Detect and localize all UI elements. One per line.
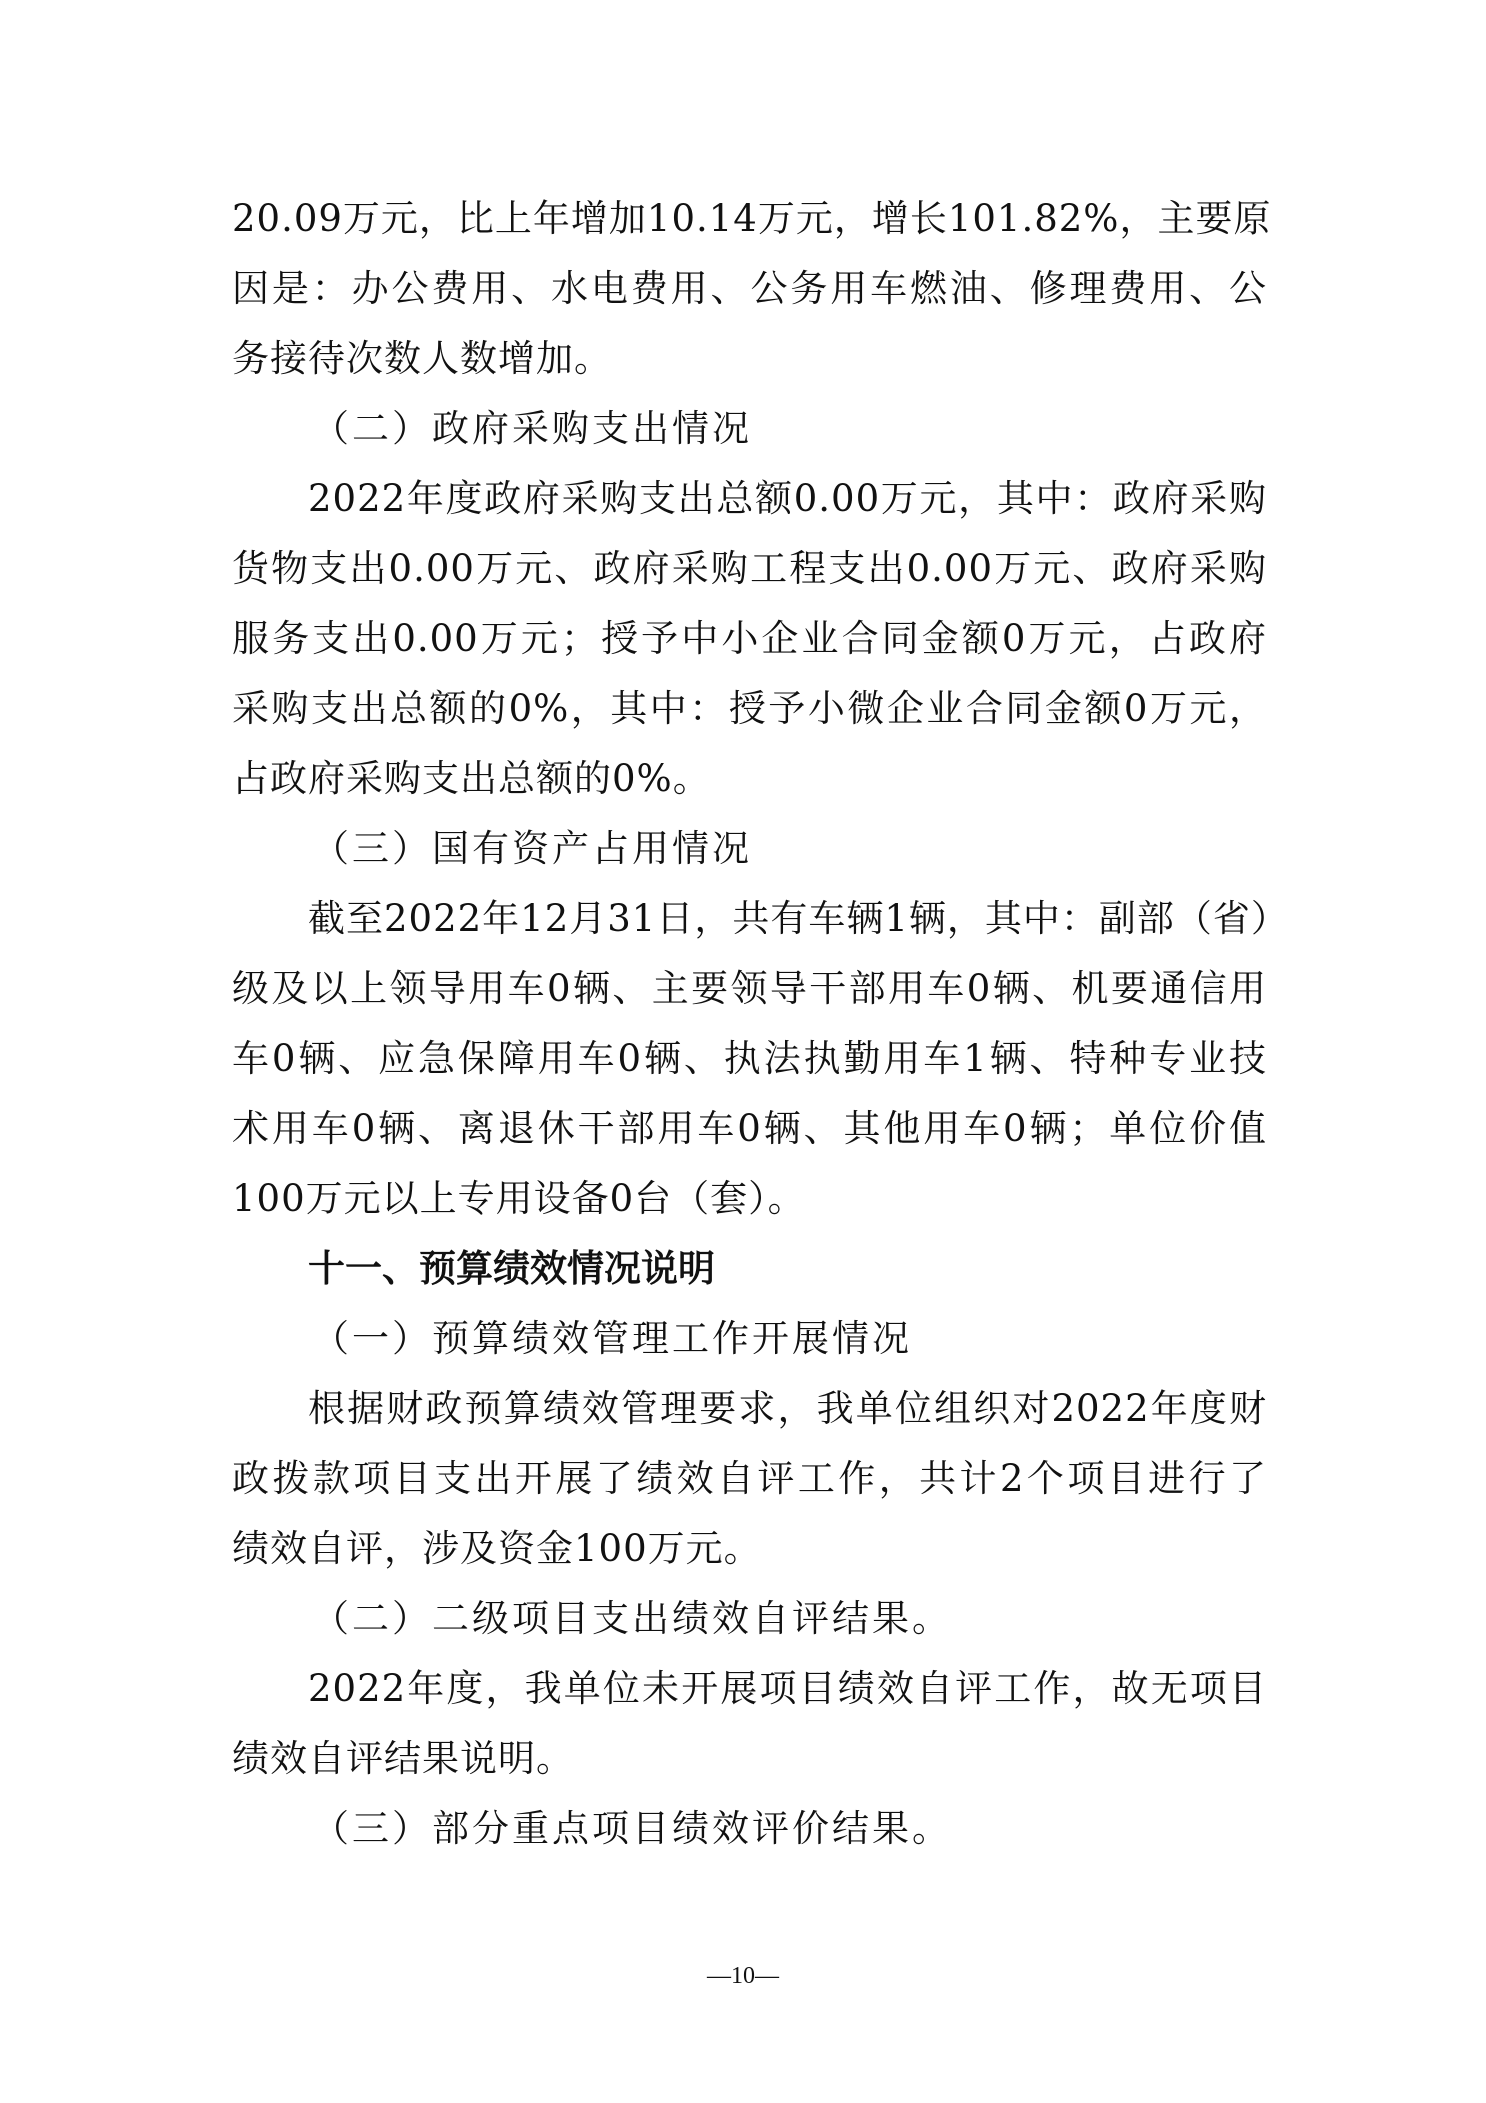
section-heading: 十一、预算绩效情况说明 <box>308 1247 715 1290</box>
body-line: 2022年度，我单位未开展项目绩效自评工作，故无项目 <box>308 1667 1267 1710</box>
body-line: 2022年度政府采购支出总额0.00万元，其中：政府采购 <box>308 477 1267 520</box>
body-line: 100万元以上专用设备0台（套）。 <box>232 1177 806 1220</box>
body-line: 服务支出0.00万元；授予中小企业合同金额0万元，占政府 <box>232 617 1267 660</box>
body-line: 占政府采购支出总额的0%。 <box>232 757 711 800</box>
body-line: 绩效自评结果说明。 <box>232 1737 574 1780</box>
body-line: 政拨款项目支出开展了绩效自评工作，共计2个项目进行了 <box>232 1457 1267 1500</box>
body-line: 务接待次数人数增加。 <box>232 337 612 380</box>
page-number: —10— <box>707 1963 779 1989</box>
body-line: 因是：办公费用、水电费用、公务用车燃油、修理费用、公 <box>232 267 1267 310</box>
section-subheading: （三）部分重点项目绩效评价结果。 <box>312 1807 952 1850</box>
section-subheading: （三）国有资产占用情况 <box>312 827 752 870</box>
section-subheading: （二）政府采购支出情况 <box>312 407 752 450</box>
body-line: 根据财政预算绩效管理要求，我单位组织对2022年度财 <box>308 1387 1267 1430</box>
body-line: 级及以上领导用车0辆、主要领导干部用车0辆、机要通信用 <box>232 967 1267 1010</box>
section-subheading: （一）预算绩效管理工作开展情况 <box>312 1317 912 1360</box>
body-line: 绩效自评，涉及资金100万元。 <box>232 1527 762 1570</box>
body-line: 截至2022年12月31日，共有车辆1辆，其中：副部（省） <box>308 897 1289 940</box>
body-line: 车0辆、应急保障用车0辆、执法执勤用车1辆、特种专业技 <box>232 1037 1267 1080</box>
body-line: 术用车0辆、离退休干部用车0辆、其他用车0辆；单位价值 <box>232 1107 1267 1150</box>
body-line: 货物支出0.00万元、政府采购工程支出0.00万元、政府采购 <box>232 547 1267 590</box>
section-subheading: （二）二级项目支出绩效自评结果。 <box>312 1597 952 1640</box>
body-line: 采购支出总额的0%，其中：授予小微企业合同金额0万元， <box>232 687 1267 730</box>
body-line: 20.09万元，比上年增加10.14万元，增长101.82%，主要原 <box>232 197 1272 240</box>
